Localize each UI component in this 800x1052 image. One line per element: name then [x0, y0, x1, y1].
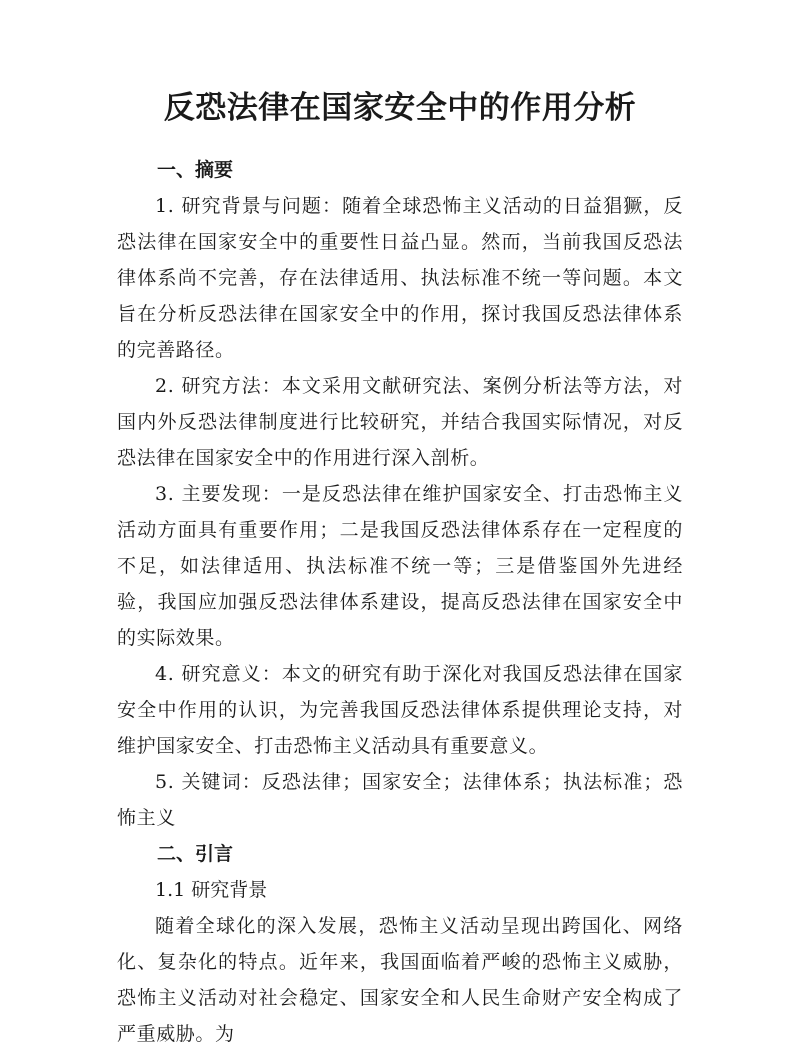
abstract-item-background: 1. 研究背景与问题：随着全球恐怖主义活动的日益猖獗，反恐法律在国家安全中的重要性日益凸显。然而，当前我国反恐法律体系尚不完善，存在法律适用、执法标准不统一等问题。本文旨在分析反恐法律在国家安全中的作用，探讨我国反恐法律体系的完善路径。 — [117, 195, 683, 361]
introduction-paragraph: 随着全球化的深入发展，恐怖主义活动呈现出跨国化、网络化、复杂化的特点。近年来，我国面临着严峻的恐怖主义威胁，恐怖主义活动对社会稳定、国家安全和人民生命财产安全构成了严重威胁。为 — [117, 915, 683, 1045]
section-introduction — [117, 836, 683, 1052]
abstract-item-method: 2. 研究方法：本文采用文献研究法、案例分析法等方法，对国内外反恐法律制度进行比较研究，并结合我国实际情况，对反恐法律在国家安全中的作用进行深入剖析。 — [117, 375, 683, 469]
abstract-item-significance: 4. 研究意义：本文的研究有助于深化对我国反恐法律在国家安全中作用的认识，为完善我国反恐法律体系提供理论支持，对维护国家安全、打击恐怖主义活动具有重要意义。 — [117, 663, 683, 757]
abstract-item-findings: 3. 主要发现：一是反恐法律在维护国家安全、打击恐怖主义活动方面具有重要作用；二是我国反恐法律体系存在一定程度的不足，如法律适用、执法标准不统一等；三是借鉴国外先进经验，我国应加强反恐法律体系建设，提高反恐法律在国家安全中的实际效果。 — [117, 483, 683, 649]
section-heading-abstract: 一、摘要 — [157, 159, 234, 181]
subsection-heading-background: 1.1 研究背景 — [155, 879, 268, 901]
section-heading-introduction: 二、引言 — [157, 843, 234, 865]
section-abstract — [117, 152, 683, 836]
abstract-item-keywords: 5. 关键词：反恐法律；国家安全；法律体系；执法标准；恐怖主义 — [117, 771, 683, 829]
document-title: 反恐法律在国家安全中的作用分析 — [163, 90, 637, 126]
